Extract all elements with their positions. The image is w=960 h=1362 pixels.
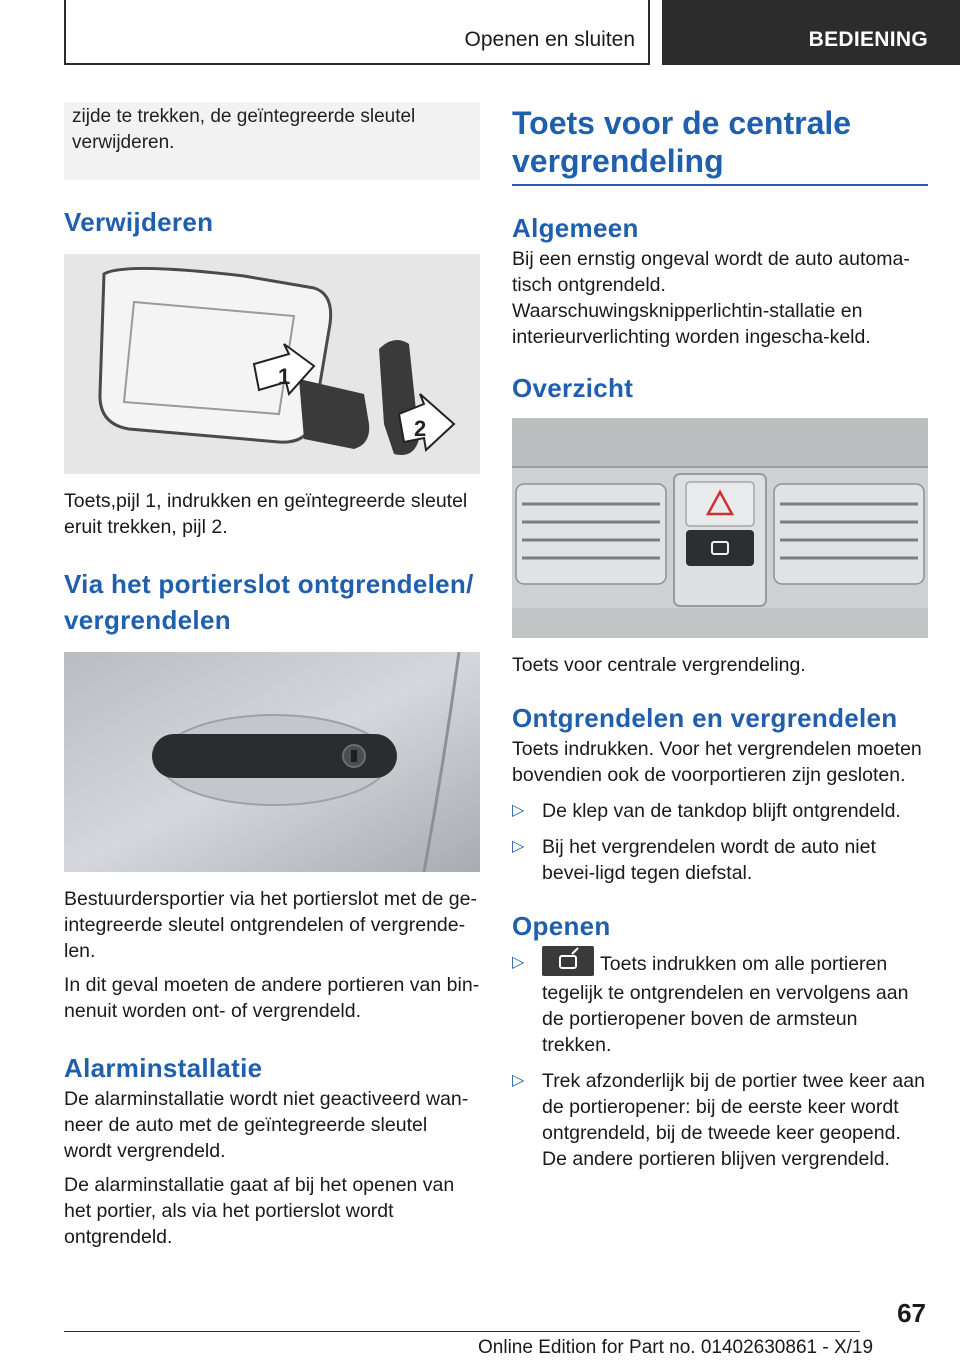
bullet-text: Trek afzonderlijk bij de portier twee keer aan de portieropener: bij de eerste keer wordt ontgrendeld, bij de tweede keer geopend. De andere portieren blijven vergrendeld. bbox=[542, 1070, 925, 1170]
heading-portierslot: Via het portierslot ontgrendelen/ vergrendelen bbox=[64, 569, 474, 635]
bullet-item bbox=[512, 834, 928, 886]
bullet-item bbox=[512, 1068, 928, 1172]
key-removal-illustration bbox=[64, 254, 480, 474]
bullet-triangle-icon: ▷ bbox=[512, 838, 525, 855]
header-rule-left bbox=[64, 0, 66, 65]
caption-overzicht: Toets voor centrale vergrendeling. bbox=[512, 654, 806, 676]
heading-ontgrendelen: Ontgrendelen en vergrendelen bbox=[512, 703, 898, 733]
text-algemeen: Bij een ernstig ongeval wordt de auto automa-tisch ontgrendeld. Waarschuwingsknipperlichtin-stallatie en interieurverlichting worden ingescha-keld. bbox=[512, 248, 910, 348]
title-rule bbox=[512, 184, 928, 186]
unlock-button-icon bbox=[542, 946, 594, 976]
alarm-p2: De alarminstallatie gaat af bij het openen van het portier, als via het portierslot wordt ontgrendeld. bbox=[64, 1174, 455, 1248]
chapter-tab[interactable] bbox=[662, 0, 960, 65]
door-handle-photo bbox=[64, 652, 480, 872]
section-main-title: Toets voor de centrale vergrendeling bbox=[512, 105, 852, 179]
heading-alarm: Alarminstallatie bbox=[64, 1053, 263, 1083]
heading-openen: Openen bbox=[512, 911, 611, 941]
text-portierslot: In dit geval moeten de andere portieren van bin-nenuit worden ont- of vergrendeld. bbox=[64, 974, 480, 1022]
caption-verwijderen: Toets,pijl 1, indrukken en geïntegreerde sleutel eruit trekken, pijl 2. bbox=[64, 490, 468, 538]
page-number: 67 bbox=[897, 1298, 926, 1328]
header-rule-right bbox=[648, 0, 650, 65]
continuation-text: zijde te trekken, de geïntegreerde sleutel verwijderen. bbox=[72, 106, 416, 153]
bullet-item bbox=[512, 798, 928, 824]
header-rule bbox=[64, 63, 650, 65]
bullet-item bbox=[512, 950, 928, 1058]
bullet-text: Toets indrukken om alle portieren tegelijk te ontgrendelen en vervolgens aan de portieropener boven de armsteun trekken. bbox=[542, 953, 909, 1056]
right-column bbox=[512, 104, 928, 1172]
heading-algemeen: Algemeen bbox=[512, 213, 639, 243]
text-ontgrendelen: Toets indrukken. Voor het vergrendelen moeten bovendien ook de voorportieren zijn gesloten. bbox=[512, 738, 922, 786]
svg-text:2: 2 bbox=[414, 416, 427, 441]
left-column bbox=[64, 102, 480, 1250]
bullet-triangle-icon: ▷ bbox=[512, 802, 525, 819]
bullet-text: Bij het vergrendelen wordt de auto niet bevei-ligd tegen diefstal. bbox=[542, 836, 876, 884]
caption-portierslot: Bestuurdersportier via het portierslot met de ge-integreerde sleutel ontgrendelen of vergrende-len. bbox=[64, 888, 477, 962]
continuation-box bbox=[64, 102, 480, 180]
heading-overzicht: Overzicht bbox=[512, 373, 634, 403]
section-title: Openen en sluiten bbox=[464, 28, 635, 51]
chapter-label: BEDIENING bbox=[808, 28, 928, 51]
heading-verwijderen: Verwijderen bbox=[64, 207, 214, 237]
edition-note[interactable]: Online Edition for Part no. 01402630861 - X/19 bbox=[478, 1337, 874, 1358]
svg-text:1: 1 bbox=[278, 364, 291, 389]
footer-rule bbox=[64, 1331, 860, 1332]
alarm-p1: De alarminstallatie wordt niet geactiveerd wan-neer de auto met de geïntegreerde sleutel wordt vergrendeld. bbox=[64, 1088, 469, 1162]
central-lock-button-photo bbox=[512, 418, 928, 638]
bullet-triangle-icon: ▷ bbox=[512, 954, 525, 971]
bullet-text: De klep van de tankdop blijft ontgrendeld. bbox=[542, 800, 901, 822]
bullet-triangle-icon: ▷ bbox=[512, 1072, 525, 1089]
